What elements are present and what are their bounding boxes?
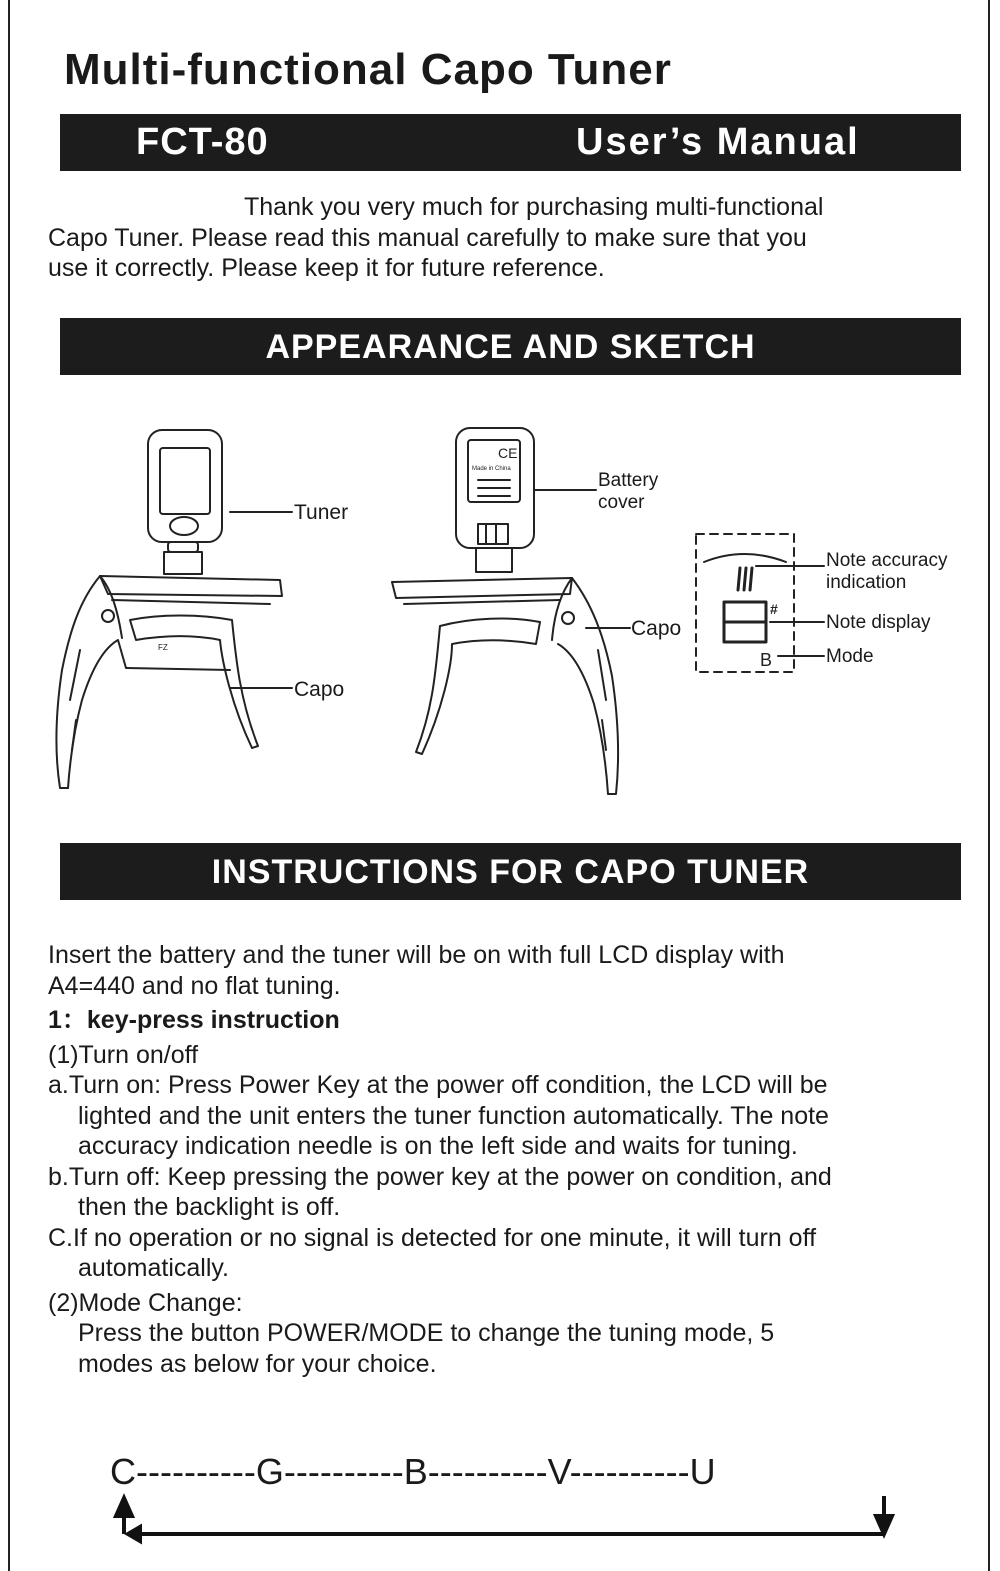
item-a-line1: a.Turn on: Press Power Key at the power off condition, the LCD will be (48, 1071, 828, 1099)
made-in-label: Made in China (472, 466, 511, 472)
model-banner (60, 114, 961, 171)
mode-change-line1: Press the button POWER/MODE to change the tuning mode, 5 (78, 1319, 775, 1347)
instructions-heading-text: INSTRUCTIONS FOR CAPO TUNER (211, 853, 810, 891)
item-a-line2: lighted and the unit enters the tuner function automatically. The note (78, 1101, 829, 1130)
mode-label: Mode (826, 646, 874, 667)
item-mode-change: (2)Mode Change: (48, 1288, 243, 1317)
battery-cover-label-line2: cover (598, 492, 645, 513)
ce-mark: CE (498, 445, 518, 461)
battery-cover-label-line1: Battery (598, 470, 659, 491)
subheading-key-press: 1：key-press instruction (48, 1006, 340, 1034)
item-turn-on-off: (1)Turn on/off (48, 1040, 199, 1069)
mode-change-line2: modes as below for your choice. (78, 1349, 437, 1378)
section-heading-instructions (60, 843, 961, 900)
front-view-drawing (56, 430, 282, 788)
mode-cycle-sequence: C----------G----------B----------V----------U (110, 1451, 716, 1492)
instructions-p1: Insert the battery and the tuner will be on with full LCD display with (48, 941, 785, 969)
display-sharp: # (770, 601, 778, 617)
note-display-label: Note display (826, 612, 931, 633)
capo-brand-mark: FZ (158, 643, 168, 652)
instructions-body (48, 940, 978, 1379)
intro-paragraph (48, 192, 958, 284)
item-b-line1: b.Turn off: Keep pressing the power key at the power on condition, and (48, 1162, 832, 1191)
section-heading-appearance (60, 318, 961, 375)
note-accuracy-label-line1: Note accuracy (826, 550, 948, 571)
item-a-line3: accuracy indication needle is on the left side and waits for tuning. (78, 1132, 798, 1160)
intro-line-3: use it correctly. Please keep it for future reference. (48, 254, 605, 282)
capo-front-label: Capo (294, 678, 345, 701)
mode-cycle-arrows (0, 1490, 1000, 1550)
item-b-line2: then the backlight is off. (78, 1193, 341, 1221)
instructions-p2: A4=440 and no flat tuning. (48, 971, 341, 1000)
item-c-line2: automatically. (78, 1254, 229, 1282)
page-title: Multi-functional Capo Tuner (64, 45, 672, 94)
model-number: FCT-80 (136, 121, 269, 163)
item-c-line1: C.If no operation or no signal is detected for one minute, it will turn off (48, 1223, 817, 1252)
note-accuracy-label-line2: indication (826, 572, 907, 593)
manual-label: User’s Manual (576, 121, 860, 163)
intro-line-1: Thank you very much for purchasing multi-functional (244, 193, 824, 221)
display-mode-char: B (760, 650, 773, 670)
capo-tuner-sketch (0, 400, 1000, 820)
capo-back-label: Capo (631, 617, 682, 640)
appearance-heading-text: APPEARANCE AND SKETCH (265, 328, 756, 366)
tuner-label: Tuner (294, 501, 349, 524)
intro-line-2: Capo Tuner. Please read this manual carefully to make sure that you (48, 223, 807, 252)
back-view-drawing (392, 428, 618, 794)
